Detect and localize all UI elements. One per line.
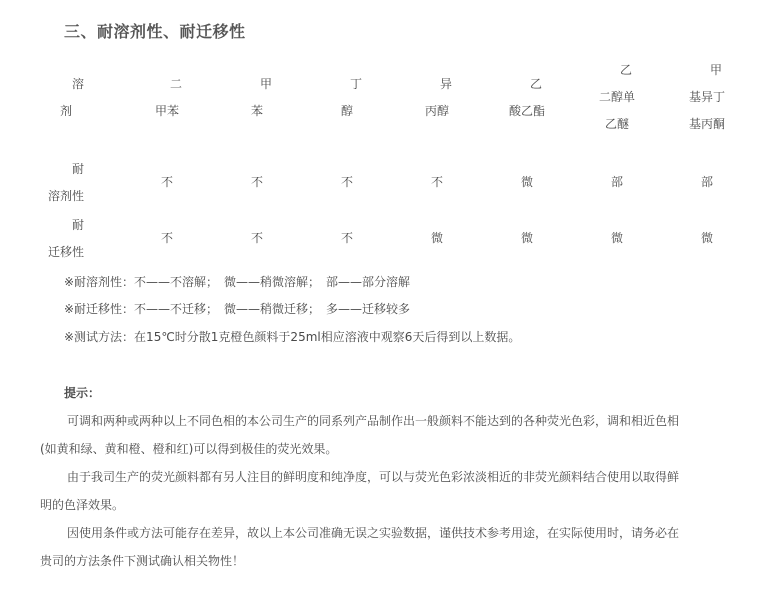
table-cell: 不 xyxy=(340,175,353,189)
column-header-line: 甲苯 xyxy=(154,104,179,118)
tip-paragraph: 由于我司生产的荧光颜料都有另人注目的鲜明度和纯净度，可以与荧光色彩浓淡相近的非荧光颜料结合使用以取得鲜明的色泽效果。 xyxy=(40,470,680,512)
column-header xyxy=(482,71,572,125)
column-header-line: 二醇单 xyxy=(598,90,635,104)
tips-paragraphs xyxy=(40,407,682,575)
section-title: 三、耐溶剂性、耐迁移性 xyxy=(64,22,246,41)
corner-header-line: 剂 xyxy=(59,104,72,118)
table-cell: 微 xyxy=(520,231,533,245)
row-label-line: 溶剂性 xyxy=(47,189,84,203)
column-header-line: 乙 xyxy=(619,63,632,77)
column-header xyxy=(572,57,662,138)
column-header-line: 丙醇 xyxy=(424,104,449,118)
row-label xyxy=(20,156,90,210)
table-cell: 微 xyxy=(610,231,623,245)
column-header-line: 基丙酮 xyxy=(688,117,725,131)
tips-heading: 提示： xyxy=(64,386,101,400)
table-cell: 不 xyxy=(250,231,263,245)
row-label xyxy=(20,212,90,266)
tip-paragraph: 因使用条件或方法可能存在差异，故以上本公司准确无误之实验数据，谨供技术参考用途，在实际使用时，请务必在贵司的方法条件下测试确认相关物性！ xyxy=(40,526,680,568)
row-label-line: 迁移性 xyxy=(47,245,84,259)
note-line: ※耐迁移性：不——不迁移； 微——稍微迁移； 多——迁移较多 xyxy=(64,302,411,316)
column-header-line: 醇 xyxy=(340,104,353,118)
table-cell: 不 xyxy=(250,175,263,189)
corner-header xyxy=(30,71,90,125)
row-label-line: 耐 xyxy=(71,162,84,176)
column-header xyxy=(212,71,302,125)
table-cell: 不 xyxy=(160,231,173,245)
table-cell: 部 xyxy=(700,175,713,189)
column-header-line: 丁 xyxy=(349,77,362,91)
column-header-line: 苯 xyxy=(250,104,263,118)
column-header-line: 异 xyxy=(439,77,452,91)
table-cell: 微 xyxy=(700,231,713,245)
column-header xyxy=(392,71,482,125)
table-cell: 不 xyxy=(430,175,443,189)
column-header-line: 二 xyxy=(169,77,182,91)
column-header-line: 基异丁 xyxy=(688,90,725,104)
table-cell: 微 xyxy=(430,231,443,245)
table-cell: 部 xyxy=(610,175,623,189)
column-header-line: 乙 xyxy=(529,77,542,91)
row-label-line: 耐 xyxy=(71,218,84,232)
table-cell: 微 xyxy=(520,175,533,189)
column-header xyxy=(302,71,392,125)
column-header-line: 甲 xyxy=(709,63,722,77)
note-line: ※耐溶剂性：不——不溶解； 微——稍微溶解； 部——部分溶解 xyxy=(64,275,411,289)
table-cell: 不 xyxy=(340,231,353,245)
corner-header-line: 溶 xyxy=(71,77,84,91)
table-cell: 不 xyxy=(160,175,173,189)
column-header xyxy=(122,71,212,125)
note-line: ※测试方法：在15℃时分散1克橙色颜料于25ml相应溶液中观察6天后得到以上数据。 xyxy=(64,330,521,344)
column-header-line: 酸乙酯 xyxy=(508,104,545,118)
column-header xyxy=(662,57,752,138)
column-header-line: 乙醚 xyxy=(604,117,629,131)
column-header-line: 甲 xyxy=(259,77,272,91)
tip-paragraph: 可调和两种或两种以上不同色相的本公司生产的同系列产品制作出一般颜料不能达到的各种荧光色彩，调和相近色相(如黄和绿、黄和橙、橙和红)可以得到极佳的荧光效果。 xyxy=(40,414,680,456)
